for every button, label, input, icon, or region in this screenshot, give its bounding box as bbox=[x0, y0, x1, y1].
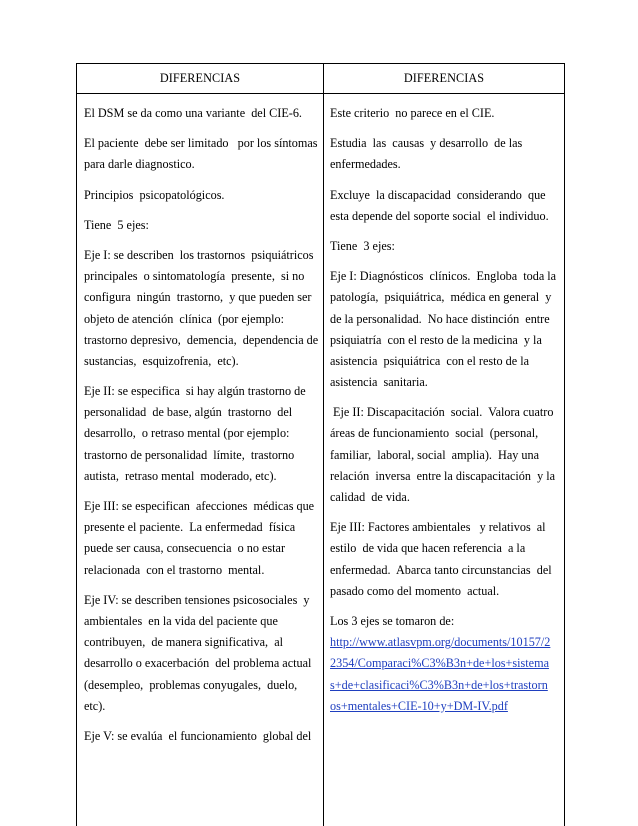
left-paragraph bbox=[84, 133, 318, 175]
right-text-line: áreas de funcionamiento social (personal, bbox=[330, 426, 539, 441]
left-text-line: principales o sintomatología presente, si no bbox=[84, 269, 305, 284]
right-text-line: patología, psiquiátrica, médica en general y bbox=[330, 290, 552, 305]
right-text-line: relación inversa entre la discapacitación y la bbox=[330, 468, 556, 483]
comparison-table bbox=[76, 63, 565, 826]
left-text-line: para darle diagnostico. bbox=[84, 157, 195, 172]
header-divider bbox=[77, 93, 564, 94]
right-paragraph bbox=[330, 133, 561, 175]
left-text-line: desarrollo o exacerbación del problema actual bbox=[84, 656, 312, 671]
left-paragraph bbox=[84, 103, 318, 124]
link-text-line[interactable]: s+de+clasificaci%C3%B3n+de+los+trastorn bbox=[330, 677, 548, 692]
right-text-line: Estudia las causas y desarrollo de las bbox=[330, 136, 523, 151]
left-text-line: personalidad de base, algún trastorno del bbox=[84, 405, 293, 420]
left-text-line: sustancias, esquizofrenia, etc). bbox=[84, 353, 239, 368]
right-paragraph bbox=[330, 517, 561, 602]
link-text-line[interactable]: os+mentales+CIE-10+y+DM-IV.pdf bbox=[330, 698, 508, 713]
link-text-line[interactable]: 2354/Comparaci%C3%B3n+de+los+sistema bbox=[330, 656, 549, 671]
right-text-line: enfermedades. bbox=[330, 157, 401, 172]
right-text-line: psiquiatría con el resto de la medicina y la bbox=[330, 332, 542, 347]
right-text-line: Eje III: Factores ambientales y relativos al bbox=[330, 520, 546, 535]
left-text-line: relacionada con el trastorno mental. bbox=[84, 562, 265, 577]
left-text-line: puede ser causa, consecuencia o no estar bbox=[84, 541, 285, 556]
left-text-line: configura ningún trastorno, y que pueden ser bbox=[84, 290, 312, 305]
left-paragraph bbox=[84, 215, 318, 236]
right-paragraph bbox=[330, 185, 561, 227]
left-paragraph bbox=[84, 185, 318, 206]
right-text-line: asistencia psiquiátrica con el resto de la bbox=[330, 353, 529, 368]
right-text-line: esta depende del soporte social el individuo. bbox=[330, 208, 549, 223]
right-text-line: de la personalidad. No hace distinción entre bbox=[330, 311, 550, 326]
left-text-line: Principios psicopatológicos. bbox=[84, 187, 225, 202]
left-text-line: presente el paciente. La enfermedad física bbox=[84, 520, 296, 535]
header-left: DIFERENCIAS bbox=[159, 71, 241, 85]
left-text-line: trastorno de personalidad límite, trastorno bbox=[84, 447, 295, 462]
left-column bbox=[84, 103, 318, 756]
right-paragraphs bbox=[330, 103, 561, 632]
link-text-line[interactable]: http://www.atlasvpm.org/documents/10157/2 bbox=[330, 635, 551, 650]
left-paragraph bbox=[84, 496, 318, 581]
right-paragraph bbox=[330, 103, 561, 124]
right-text-line: estilo de vida que hacen referencia a la bbox=[330, 541, 526, 556]
right-paragraph bbox=[330, 236, 561, 257]
header-right: DIFERENCIAS bbox=[403, 71, 485, 85]
left-text-line: El paciente debe ser limitado por los síntomas bbox=[84, 136, 318, 151]
left-text-line: autista, retraso mental moderado, etc). bbox=[84, 468, 277, 483]
column-divider bbox=[323, 64, 324, 826]
left-text-line: objeto de atención clínica (por ejemplo: bbox=[84, 311, 285, 326]
right-column bbox=[330, 103, 561, 717]
right-text-line: Eje II: Discapacitación social. Valora cuatro bbox=[330, 405, 554, 420]
left-text-line: ambientales en la vida del paciente que bbox=[84, 613, 278, 628]
right-text-line: enfermedad. Abarca tanto circunstancias del bbox=[330, 562, 552, 577]
right-text-line: Tiene 3 ejes: bbox=[330, 238, 395, 253]
right-text-line: Este criterio no parece en el CIE. bbox=[330, 106, 495, 120]
right-text-line: Eje I: Diagnósticos clínicos. Engloba toda la bbox=[330, 269, 557, 284]
left-text-line: Eje III: se especifican afecciones médicas que bbox=[84, 499, 315, 513]
right-text-line: calidad de vida. bbox=[330, 490, 410, 504]
left-paragraph bbox=[84, 381, 318, 487]
left-paragraph bbox=[84, 590, 318, 717]
left-paragraph bbox=[84, 726, 318, 747]
left-text-line: etc). bbox=[84, 698, 106, 713]
source-link[interactable] bbox=[330, 632, 561, 717]
right-paragraph bbox=[330, 402, 561, 508]
left-text-line: trastorno depresivo, demencia, dependencia de bbox=[84, 332, 319, 347]
left-text-line: El DSM se da como una variante del CIE-6. bbox=[84, 106, 302, 120]
left-text-line: desarrollo, o retraso mental (por ejemplo: bbox=[84, 426, 290, 441]
left-text-line: Eje IV: se describen tensiones psicosociales y bbox=[84, 592, 310, 607]
left-text-line: contribuyen, de manera significativa, al bbox=[84, 635, 283, 650]
left-text-line: (desempleo, problemas conyugales, duelo, bbox=[84, 677, 298, 692]
left-text-line: Eje II: se especifica si hay algún trastorno de bbox=[84, 384, 306, 399]
right-text-line: pasado como del momento actual. bbox=[330, 583, 500, 598]
left-text-line: Eje I: se describen los trastornos psiquiátricos bbox=[84, 247, 314, 262]
right-paragraph bbox=[330, 266, 561, 393]
left-paragraph bbox=[84, 245, 318, 372]
right-text-line: asistencia sanitaria. bbox=[330, 375, 428, 390]
right-text-line: Los 3 ejes se tomaron de: bbox=[330, 613, 455, 628]
right-text-line: Excluye la discapacidad considerando que bbox=[330, 187, 546, 202]
right-text-line: familiar, laboral, social amplia). Hay una bbox=[330, 447, 539, 462]
left-text-line: Eje V: se evalúa el funcionamiento global del bbox=[84, 728, 312, 743]
left-text-line: Tiene 5 ejes: bbox=[84, 217, 149, 232]
right-paragraph bbox=[330, 611, 561, 632]
